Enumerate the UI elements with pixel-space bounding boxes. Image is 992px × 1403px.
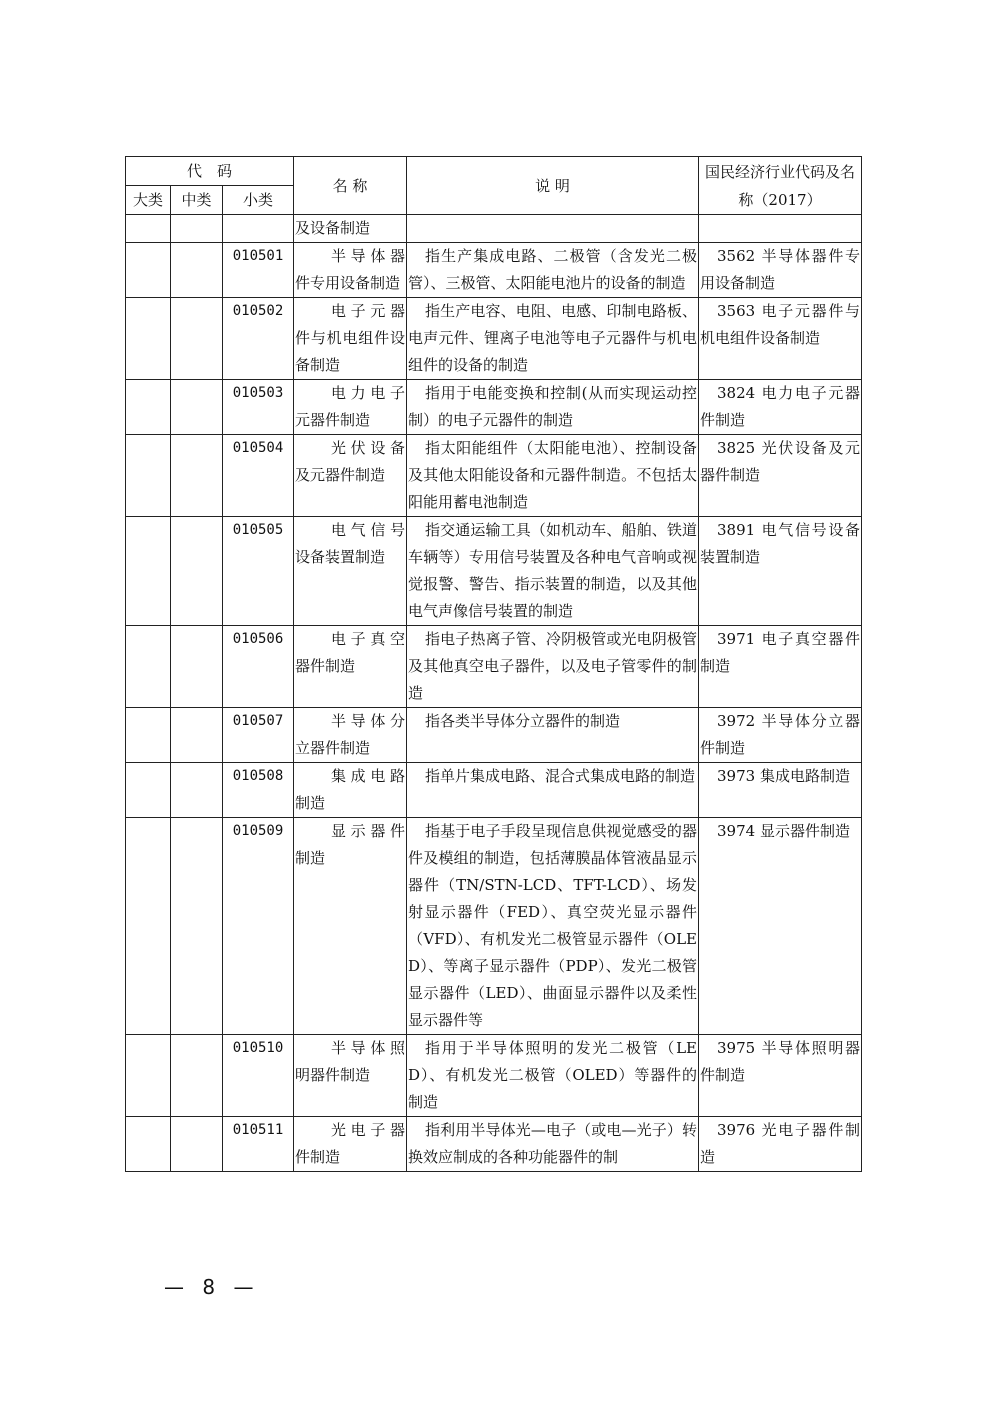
name-cell: 半导体照明器件制造 (294, 1035, 407, 1117)
name-cell: 半导体分立器件制造 (294, 708, 407, 763)
table-row (126, 1035, 862, 1117)
middle-cell (171, 626, 223, 708)
table-row (126, 243, 862, 298)
desc-cell: 指各类半导体分立器件的制造 (407, 708, 699, 763)
code-cell: 010504 (223, 435, 294, 517)
name-cell: 集成电路制造 (294, 763, 407, 818)
industry-cell: 3891 电气信号设备装置制造 (699, 517, 862, 626)
header-major: 大类 (126, 186, 171, 215)
name-cell: 光电子器件制造 (294, 1117, 407, 1172)
major-cell (126, 1035, 171, 1117)
name-cell: 电子真空器件制造 (294, 626, 407, 708)
major-cell (126, 626, 171, 708)
code-cell: 010505 (223, 517, 294, 626)
name-cell: 电力电子元器件制造 (294, 380, 407, 435)
table-row (126, 708, 862, 763)
header-name: 名 称 (294, 157, 407, 215)
industry-cell: 3971 电子真空器件制造 (699, 626, 862, 708)
middle-cell (171, 380, 223, 435)
header-code: 代 码 (126, 157, 294, 186)
table-row (126, 517, 862, 626)
desc-cell: 指基于电子手段呈现信息供视觉感受的器件及模组的制造，包括薄膜晶体管液晶显示器件（TN/STN-LCD、TFT-LCD）、场发射显示器件（FED）、真空荧光显示器件（VFD）、有机发光二极管显示器件（OLED）、等离子显示器件（PDP）、发光二极管显示器件（LED）、曲面显示器件以及柔性显示器件等 (407, 818, 699, 1035)
industry-cell: 3824 电力电子元器件制造 (699, 380, 862, 435)
code-cell: 010501 (223, 243, 294, 298)
code-cell: 010506 (223, 626, 294, 708)
desc-cell: 指交通运输工具（如机动车、船舶、铁道车辆等）专用信号装置及各种电气音响或视觉报警、警告、指示装置的制造，以及其他电气声像信号装置的制造 (407, 517, 699, 626)
continuation-name: 及设备制造 (294, 215, 407, 243)
code-cell: 010508 (223, 763, 294, 818)
desc-cell: 指电子热离子管、冷阴极管或光电阴极管及其他真空电子器件，以及电子管零件的制造 (407, 626, 699, 708)
desc-cell: 指用于电能变换和控制(从而实现运动控制）的电子元器件的制造 (407, 380, 699, 435)
name-cell: 显示器件制造 (294, 818, 407, 1035)
code-cell: 010509 (223, 818, 294, 1035)
major-cell (126, 517, 171, 626)
code-cell: 010503 (223, 380, 294, 435)
middle-cell (171, 298, 223, 380)
code-cell: 010502 (223, 298, 294, 380)
major-cell (126, 708, 171, 763)
desc-cell: 指利用半导体光—电子（或电—光子）转换效应制成的各种功能器件的制 (407, 1117, 699, 1172)
table-row (126, 380, 862, 435)
continuation-row (126, 215, 862, 243)
major-cell (126, 818, 171, 1035)
industry-cell: 3972 半导体分立器件制造 (699, 708, 862, 763)
desc-cell: 指单片集成电路、混合式集成电路的制造 (407, 763, 699, 818)
header-industry: 国民经济行业代码及名称（2017） (699, 157, 862, 215)
table-row (126, 1117, 862, 1172)
middle-cell (171, 1035, 223, 1117)
table-row (126, 818, 862, 1035)
desc-cell: 指生产集成电路、二极管（含发光二极管）、三极管、太阳能电池片的设备的制造 (407, 243, 699, 298)
industry-cell: 3825 光伏设备及元器件制造 (699, 435, 862, 517)
desc-cell: 指用于半导体照明的发光二极管（LED）、有机发光二极管（OLED）等器件的制造 (407, 1035, 699, 1117)
major-cell (126, 763, 171, 818)
industry-cell: 3974 显示器件制造 (699, 818, 862, 1035)
middle-cell (171, 708, 223, 763)
header-minor: 小类 (223, 186, 294, 215)
desc-cell: 指太阳能组件（太阳能电池）、控制设备及其他太阳能设备和元器件制造。不包括太阳能用蓄电池制造 (407, 435, 699, 517)
name-cell: 光伏设备及元器件制造 (294, 435, 407, 517)
middle-cell (171, 243, 223, 298)
classification-table (125, 156, 862, 1172)
middle-cell (171, 818, 223, 1035)
industry-cell: 3562 半导体器件专用设备制造 (699, 243, 862, 298)
table-row (126, 626, 862, 708)
header-desc: 说 明 (407, 157, 699, 215)
desc-cell: 指生产电容、电阻、电感、印制电路板、电声元件、锂离子电池等电子元器件与机电组件的设备的制造 (407, 298, 699, 380)
name-cell: 电子元器件与机电组件设备制造 (294, 298, 407, 380)
table-row (126, 298, 862, 380)
table-row (126, 763, 862, 818)
page-number: — 8 — (164, 1275, 260, 1299)
major-cell (126, 298, 171, 380)
major-cell (126, 1117, 171, 1172)
industry-cell: 3975 半导体照明器件制造 (699, 1035, 862, 1117)
major-cell (126, 380, 171, 435)
code-cell: 010511 (223, 1117, 294, 1172)
name-cell: 半导体器件专用设备制造 (294, 243, 407, 298)
header-row-1 (126, 157, 862, 186)
middle-cell (171, 1117, 223, 1172)
table-row (126, 435, 862, 517)
middle-cell (171, 763, 223, 818)
header-middle: 中类 (171, 186, 223, 215)
name-cell: 电气信号设备装置制造 (294, 517, 407, 626)
major-cell (126, 243, 171, 298)
industry-cell: 3973 集成电路制造 (699, 763, 862, 818)
middle-cell (171, 517, 223, 626)
code-cell: 010510 (223, 1035, 294, 1117)
code-cell: 010507 (223, 708, 294, 763)
industry-cell: 3976 光电子器件制造 (699, 1117, 862, 1172)
middle-cell (171, 435, 223, 517)
industry-cell: 3563 电子元器件与机电组件设备制造 (699, 298, 862, 380)
major-cell (126, 435, 171, 517)
